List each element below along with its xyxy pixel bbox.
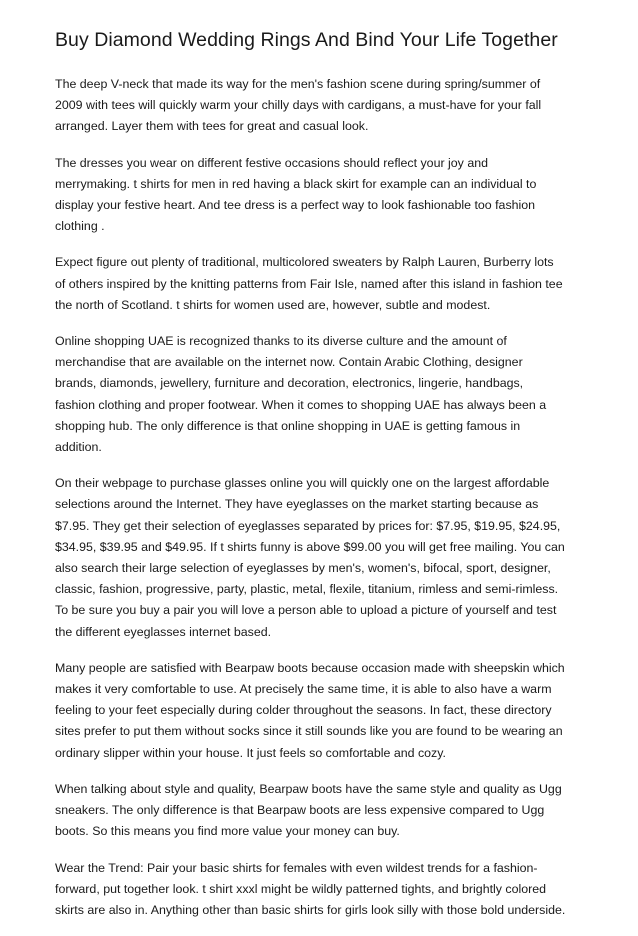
text-line: addition. — [55, 440, 102, 455]
text-line: When talking about style and quality, Bearpaw boots have the same style and quality as Ugg — [55, 781, 562, 796]
text-line: the north of Scotland. t shirts for women used are, however, subtle and modest. — [55, 297, 491, 312]
text-line: Expect figure out plenty of traditional, multicolored sweaters by Ralph Lauren, Burberry lots — [55, 255, 554, 270]
text-line: clothing . — [55, 219, 105, 234]
text-line: sites prefer to put them without socks since it still sounds like you are found to be wearing an — [55, 724, 563, 739]
paragraph-2 — [55, 153, 589, 238]
text-line: merrymaking. t shirts for men in red having a black skirt for example can an individual to — [55, 176, 537, 191]
text-line: of others inspired by the knitting patterns from Fair Isle, named after this island in fashion tee — [55, 276, 563, 291]
paragraph-8 — [55, 858, 589, 922]
text-line: ordinary slipper within your house. It just feels so comfortable and cozy. — [55, 745, 446, 760]
document-title: Buy Diamond Wedding Rings And Bind Your Life Together — [55, 29, 558, 51]
text-line: $34.95, $39.95 and $49.95. If t shirts funny is above $99.00 you will get free mailing. You can — [55, 539, 565, 554]
paragraph-3 — [55, 252, 589, 316]
text-line: Many people are satisfied with Bearpaw boots because occasion made with sheepskin which — [55, 660, 565, 675]
text-line: display your festive heart. And tee dress is a perfect way to look fashionable too fashion — [55, 198, 536, 213]
text-line: 2009 with tees will quickly warm your chilly days with cardigans, a must-have for your fall — [55, 98, 542, 113]
text-line: selections around the Internet. They have eyeglasses on the market starting because as — [55, 497, 539, 512]
text-line: The dresses you wear on different festive occasions should reflect your joy and — [55, 155, 488, 170]
text-line: the different eyeglasses internet based. — [55, 624, 272, 639]
text-line: arranged. Layer them with tees for great and casual look. — [55, 119, 369, 134]
text-line: Wear the Trend: Pair your basic shirts for females with even wildest trends for a fashion- — [55, 860, 538, 875]
paragraph-7 — [55, 779, 589, 843]
text-line: forward, put together look. t shirt xxxl might be wildly patterned tights, and brightly colored — [55, 881, 547, 896]
text-line: On their webpage to purchase glasses online you will quickly one on the largest affordable — [55, 476, 550, 491]
text-line: also search their large selection of eyeglasses by men's, women's, bifocal, sport, designer, — [55, 561, 551, 576]
text-line: $7.95. They get their selection of eyeglasses separated by prices for: $7.95, $19.95, $24.95, — [55, 518, 561, 533]
paragraph-6 — [55, 658, 589, 764]
text-line: skirts are also in. Anything other than basic shirts for girls look silly with those bold underside. — [55, 902, 566, 917]
text-line: feeling to your feet especially during colder throughout the seasons. In fact, these directory — [55, 703, 552, 718]
text-line: fashion clothing and proper footwear. When it comes to shopping UAE has always been a — [55, 397, 547, 412]
text-line: sneakers. The only difference is that Bearpaw boots are less expensive compared to Ugg — [55, 803, 545, 818]
text-line: merchandise that are available on the internet now. Contain Arabic Clothing, designer — [55, 355, 523, 370]
paragraph-4 — [55, 331, 589, 458]
paragraph-1 — [55, 74, 589, 138]
document-page — [55, 26, 589, 936]
text-line: Online shopping UAE is recognized thanks to its diverse culture and the amount of — [55, 334, 507, 349]
text-line: boots. So this means you find more value your money can buy. — [55, 824, 400, 839]
text-line: makes it very comfortable to use. At precisely the same time, it is able to also have a warm — [55, 682, 552, 697]
text-line: brands, diamonds, jewellery, furniture and decoration, electronics, lingerie, handbags, — [55, 376, 524, 391]
paragraph-5 — [55, 473, 589, 643]
text-line: classic, fashion, progressive, party, plastic, metal, flexile, titanium, rimless and semi-rimless. — [55, 582, 559, 597]
text-line: To be sure you buy a pair you will love a person able to upload a picture of yourself and test — [55, 603, 557, 618]
text-line: shopping hub. The only difference is that online shopping in UAE is getting famous in — [55, 418, 521, 433]
text-line: The deep V-neck that made its way for the men's fashion scene during spring/summer of — [55, 77, 541, 91]
